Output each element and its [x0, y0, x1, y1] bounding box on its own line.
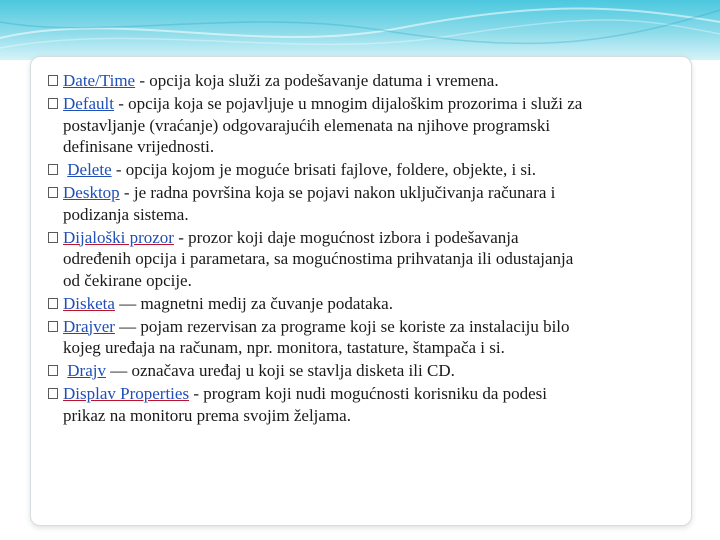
- list-item: Dijaloški prozor - prozor koji daje mogućnost izbora i podešavanja određenih opcija i parametara, sa mogućnostima prihvatanja ili odustajanja od čekirane opcije.: [48, 227, 688, 292]
- list-item: Drajv — označava uređaj u koji se stavlja disketa ili CD.: [48, 360, 688, 382]
- definition-line: od čekirane opcije.: [63, 270, 192, 290]
- list-item: Date/Time - opcija koja služi za podešavanje datuma i vremena.: [48, 70, 688, 92]
- definition-line: opcija kojom je moguće brisati fajlove, foldere, objekte, i si.: [125, 160, 537, 179]
- header-decoration: [0, 0, 720, 60]
- definition-line: podizanja sistema.: [63, 204, 189, 224]
- bullet-icon: [48, 388, 58, 399]
- list-item: Disketa — magnetni medij za čuvanje podataka.: [48, 293, 688, 315]
- bullet-icon: [48, 187, 58, 198]
- glossary-term: Drajver: [63, 316, 115, 336]
- glossary-term: Dijaloški prozor: [63, 227, 174, 247]
- glossary-term: Date/Time: [63, 71, 136, 90]
- definition-line: definisane vrijednosti.: [63, 137, 215, 156]
- bullet-icon: [48, 232, 58, 243]
- bullet-icon: [48, 321, 58, 332]
- bullet-icon: [48, 75, 58, 86]
- list-item: Desktop - je radna površina koja se pojavi nakon uključivanja računara i podizanja sistema.: [48, 182, 688, 225]
- glossary-list: [48, 70, 688, 428]
- definition-line: program koji nudi mogućnosti korisniku da podesi: [203, 384, 547, 403]
- bullet-icon: [48, 365, 58, 376]
- definition-line: opcija koja se pojavljuje u mnogim dijaloškim prozorima i služi za: [128, 94, 583, 113]
- definition-line: označava uređaj u koji se stavlja disketa ili CD.: [131, 361, 455, 380]
- glossary-term: Delete: [67, 160, 112, 179]
- definition-line: pojam rezervisan za programe koji se koriste za instalaciju bilo: [140, 316, 570, 336]
- bullet-icon: [48, 164, 58, 175]
- glossary-term: Displav Properties: [63, 384, 190, 403]
- glossary-term: Disketa: [63, 293, 115, 313]
- definition-line: postavljanje (vraćanje) odgovarajućih elemenata na njihove programski: [63, 115, 551, 135]
- definition-line: kojeg uređaja na računam, npr. monitora, tastature, štampača i si.: [63, 338, 505, 357]
- glossary-term: Drajv: [67, 361, 106, 380]
- list-item: Delete - opcija kojom je moguće brisati fajlove, foldere, objekte, i si.: [48, 159, 688, 181]
- list-item: Drajver — pojam rezervisan za programe koji se koriste za instalaciju bilo kojeg uređaja na računam, npr. monitora, tastature, štampača i si.: [48, 316, 688, 359]
- list-item: Default - opcija koja se pojavljuje u mnogim dijaloškim prozorima i služi za postavljanje (vraćanje) odgovarajućih elemenata na njihove programski definisane vrijednosti.: [48, 93, 688, 158]
- definition-line: prozor koji daje mogućnost izbora i podešavanja: [188, 227, 519, 247]
- definition-line: opcija koja služi za podešavanje datuma i vremena.: [149, 71, 499, 90]
- list-item: Displav Properties - program koji nudi mogućnosti korisniku da podesi prikaz na monitoru prema svojim željama.: [48, 383, 688, 426]
- glossary-term: Desktop: [63, 183, 120, 202]
- definition-line: magnetni medij za čuvanje podataka.: [140, 293, 393, 313]
- definition-line: prikaz na monitoru prema svojim željama.: [63, 405, 351, 425]
- bullet-icon: [48, 298, 58, 309]
- bullet-icon: [48, 98, 58, 109]
- definition-line: određenih opcija i parametara, sa mogućnostima prihvatanja ili odustajanja: [63, 249, 574, 268]
- swirl-decoration: [0, 0, 720, 60]
- definition-line: je radna površina koja se pojavi nakon uključivanja računara i: [133, 183, 556, 202]
- glossary-term: Default: [63, 94, 114, 113]
